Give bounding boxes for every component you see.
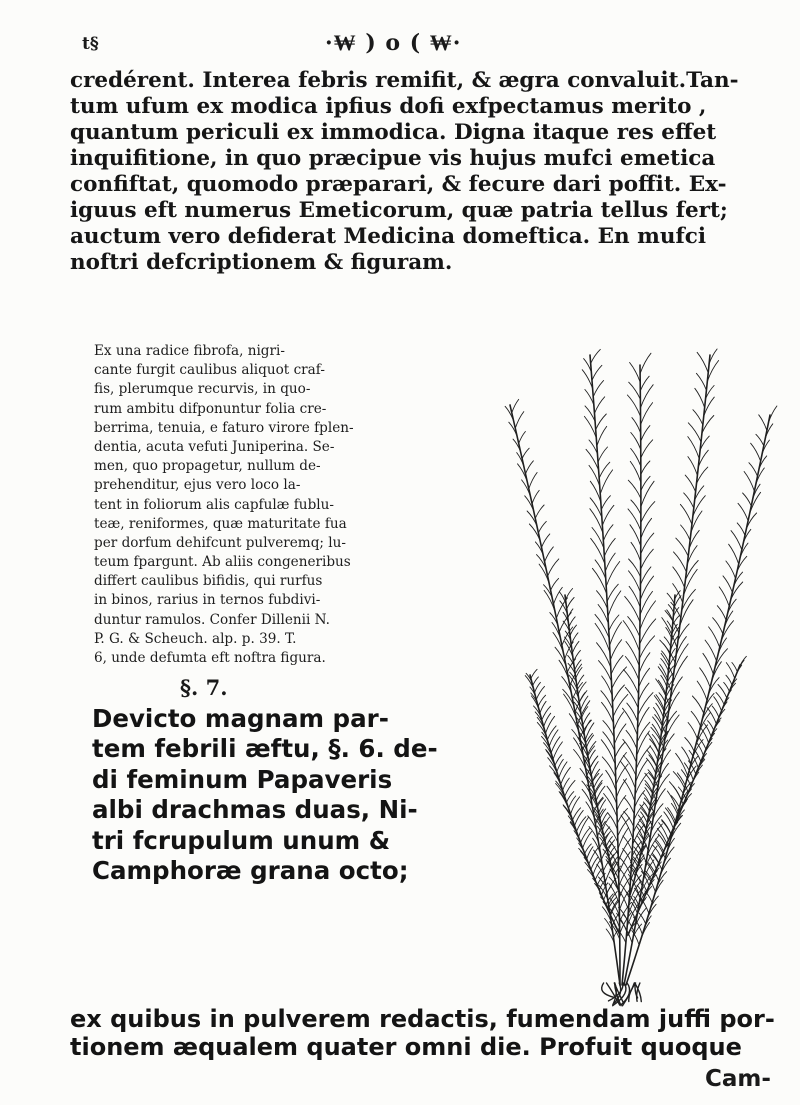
text-line: Camphoræ grana octo; (92, 855, 409, 885)
caption-line: cante furgit caulibus aliquot craf- (94, 362, 325, 379)
text-line: tum ufum ex modica ipfius dofi exfpectamus merito , (70, 94, 707, 119)
caption-line: 6, unde defumta eft noftra figura. (94, 650, 326, 666)
caption-line: teum fpargunt. Ab aliis congeneribus (94, 554, 351, 571)
text-line: di feminum Papaveris (92, 764, 393, 794)
text-line: inquifitione, in quo præcipue vis hujus mufci emetica (70, 146, 716, 171)
caption-line: teæ, reniformes, quæ maturitate fua (94, 515, 347, 532)
caption-line: tent in foliorum alis capfulæ fublu- (94, 496, 334, 513)
text-line: confiftat, quomodo præparari, & fecure dari poffit. Ex- (70, 172, 727, 197)
text-line: noftri defcriptionem & figuram. (70, 250, 453, 275)
plant-description-caption (94, 342, 464, 668)
caption-line: rum ambitu difponuntur folia cre- (94, 400, 327, 417)
signature-mark: t§ (82, 34, 99, 54)
section-number: §. 7. (180, 675, 228, 700)
text-line: albi drachmas duas, Ni- (92, 795, 418, 825)
text-line: tem febrili æftu, §. 6. de- (92, 734, 438, 764)
text-line: Devicto magnam par- (92, 704, 389, 733)
text-line: auctum vero defiderat Medicina domeftica. En mufci (70, 224, 707, 249)
body-paragraph-section (92, 704, 512, 886)
caption-line: P. G. & Scheuch. alp. p. 39. T. (94, 630, 297, 647)
caption-line: duntur ramulos. Confer Dillenii N. (94, 611, 330, 628)
caption-line: differt caulibus bifidis, qui rurfus (94, 573, 323, 590)
running-head-ornament: ·₩ ) o ( ₩· (325, 30, 462, 56)
caption-line: prehenditur, ejus vero loco la- (94, 477, 301, 494)
text-line: iguus eft numerus Emeticorum, quæ patria tellus fert; (70, 198, 728, 223)
caption-line: Ex una radice fibrofa, nigri- (94, 343, 285, 359)
caption-line: fis, plerumque recurvis, in quo- (94, 381, 311, 398)
text-line: ex quibus in pulverem redactis, fumendam juffi por- (70, 1005, 775, 1033)
moss-plant-engraving (470, 335, 780, 1010)
caption-line: berrima, tenuia, e faturo virore fplen- (94, 419, 354, 436)
text-line: credérent. Interea febris remifit, & ægra convaluit.Tan- (70, 68, 739, 93)
catchword: Cam- (705, 1066, 771, 1092)
text-line: tri fcrupulum unum & (92, 825, 391, 855)
caption-line: in binos, rarius in ternos fubdivi- (94, 592, 321, 609)
text-line: tionem æqualem quater omni die. Profuit quoque (70, 1033, 742, 1061)
caption-line: men, quo propagetur, nullum de- (94, 458, 321, 475)
body-paragraph-top (70, 68, 765, 276)
body-paragraph-bottom (70, 1005, 775, 1061)
caption-line: per dorfum dehifcunt pulveremq; lu- (94, 534, 346, 551)
text-line: quantum periculi ex immodica. Digna itaque res effet (70, 120, 717, 145)
caption-line: dentia, acuta vefuti Juniperina. Se- (94, 438, 335, 455)
